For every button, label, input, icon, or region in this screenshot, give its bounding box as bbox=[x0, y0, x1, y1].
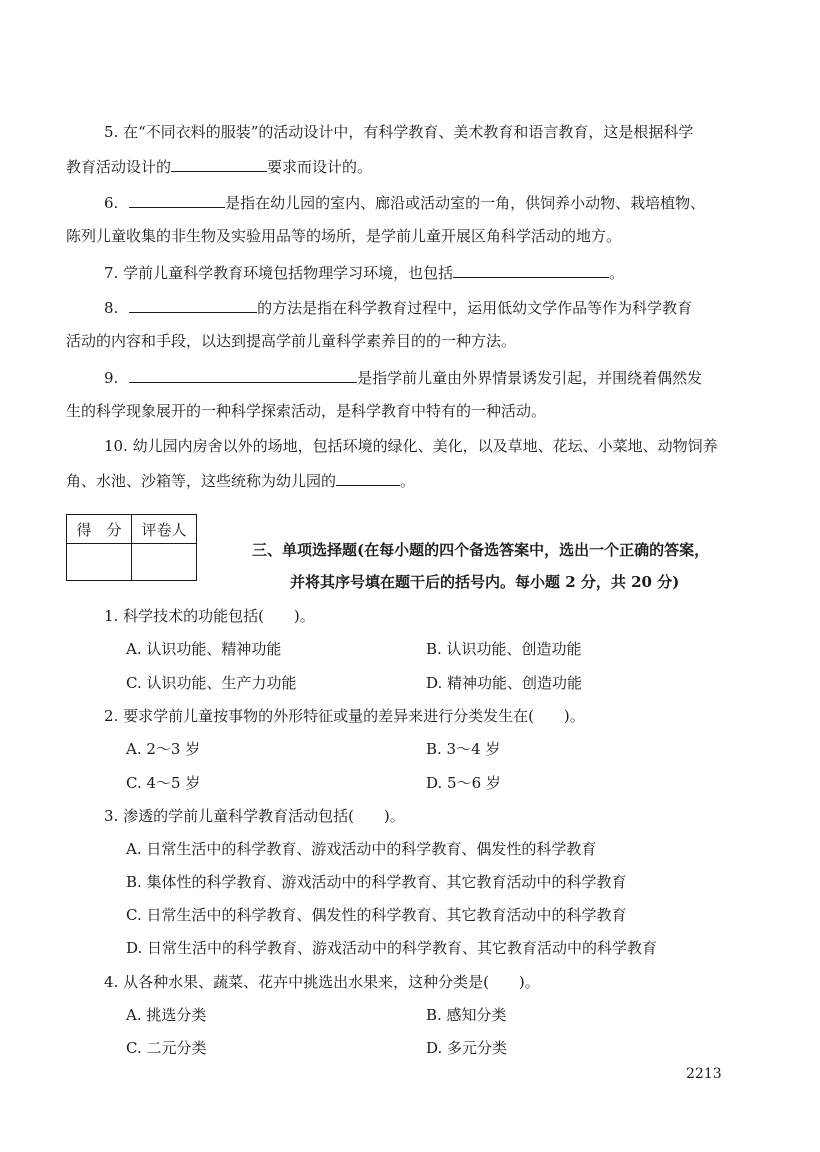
choice-question-4-option-b: B. 感知分类 bbox=[426, 1006, 507, 1024]
question-6-line-1 bbox=[104, 191, 705, 214]
question-10-end: 。 bbox=[400, 472, 416, 490]
question-5-line-2 bbox=[66, 155, 372, 178]
section-3-title-line-1: 三、单项选择题(在每小题的四个备选答案中，选出一个正确的答案， bbox=[252, 541, 710, 559]
question-9-line-1 bbox=[104, 366, 702, 389]
question-9-text-2: 生的科学现象展开的一种科学探索活动，是科学教育中特有的一种活动。 bbox=[66, 402, 547, 420]
choice-question-2-option-d: D. 5～6 岁 bbox=[426, 774, 501, 792]
answer-blank bbox=[129, 366, 357, 383]
answer-blank bbox=[129, 296, 257, 313]
question-6-text: 是指在幼儿园的室内、廊沿或活动室的一角，供饲养小动物、栽培植物、 bbox=[225, 194, 706, 212]
question-10-line-2 bbox=[66, 469, 415, 492]
grader-header: 评卷人 bbox=[132, 515, 197, 544]
question-9-number: 9. bbox=[104, 369, 119, 387]
choice-question-1-option-b: B. 认识功能、创造功能 bbox=[426, 640, 582, 658]
answer-blank bbox=[129, 191, 225, 208]
choice-question-2-option-a: A. 2～3 岁 bbox=[126, 740, 201, 758]
question-6-text-2: 陈列儿童收集的非生物及实验用品等的场所，是学前儿童开展区角科学活动的地方。 bbox=[66, 227, 622, 245]
answer-blank bbox=[336, 469, 400, 486]
choice-question-3-option-c: C. 日常生活中的科学教育、偶发性的科学教育、其它教育活动中的科学教育 bbox=[126, 906, 627, 924]
choice-question-1-option-d: D. 精神功能、创造功能 bbox=[426, 674, 583, 692]
question-6-number: 6. bbox=[104, 194, 119, 212]
question-8-number: 8. bbox=[104, 299, 119, 317]
choice-question-3-option-d: D. 日常生活中的科学教育、游戏活动中的科学教育、其它教育活动中的科学教育 bbox=[126, 939, 658, 957]
section-3-title-line-2: 并将其序号填在题干后的括号内。每小题 2 分，共 20 分) bbox=[290, 573, 680, 591]
choice-question-2-stem: 2. 要求学前儿童按事物的外形特征或量的差异来进行分类发生在( )。 bbox=[104, 707, 585, 725]
question-5-text-before: 教育活动设计的 bbox=[66, 158, 172, 176]
choice-question-1-stem: 1. 科学技术的功能包括( )。 bbox=[104, 607, 315, 625]
choice-question-1-option-c: C. 认识功能、生产力功能 bbox=[126, 674, 297, 692]
question-10-line-1 bbox=[104, 435, 718, 457]
question-8-line-1 bbox=[104, 296, 692, 319]
question-6-line-2 bbox=[66, 225, 621, 247]
choice-question-4-option-c: C. 二元分类 bbox=[126, 1039, 207, 1057]
question-5-text-after: 要求而设计的。 bbox=[267, 158, 373, 176]
answer-blank bbox=[453, 261, 609, 278]
question-8-line-2 bbox=[66, 330, 516, 352]
score-box bbox=[66, 514, 197, 581]
choice-question-1-option-a: A. 认识功能、精神功能 bbox=[126, 640, 282, 658]
choice-question-2-option-c: C. 4～5 岁 bbox=[126, 774, 201, 792]
question-7-text: 7. 学前儿童科学教育环境包括物理学习环境，也包括 bbox=[104, 264, 454, 282]
choice-question-4-stem: 4. 从各种水果、蔬菜、花卉中挑选出水果来，这种分类是( )。 bbox=[104, 973, 540, 991]
score-header: 得 分 bbox=[67, 515, 132, 544]
question-9-line-2 bbox=[66, 400, 546, 422]
grader-cell bbox=[132, 544, 197, 581]
question-7-end: 。 bbox=[609, 264, 625, 282]
choice-question-4-option-a: A. 挑选分类 bbox=[126, 1006, 207, 1024]
question-10-text: 10. 幼儿园内房舍以外的场地，包括环境的绿化、美化，以及草地、花坛、小菜地、动物饲养 bbox=[104, 437, 718, 455]
question-9-text: 是指学前儿童由外界情景诱发引起，并围绕着偶然发 bbox=[357, 369, 703, 387]
question-8-text: 的方法是指在科学教育过程中，运用低幼文学作品等作为科学教育 bbox=[257, 299, 693, 317]
score-cell bbox=[67, 544, 132, 581]
choice-question-4-option-d: D. 多元分类 bbox=[426, 1039, 508, 1057]
question-8-text-2: 活动的内容和手段，以达到提高学前儿童科学素养目的的一种方法。 bbox=[66, 332, 517, 350]
question-7 bbox=[104, 261, 624, 284]
choice-question-3-option-b: B. 集体性的科学教育、游戏活动中的科学教育、其它教育活动中的科学教育 bbox=[126, 873, 627, 891]
question-5-line-1 bbox=[104, 121, 693, 143]
choice-question-3-stem: 3. 渗透的学前儿童科学教育活动包括( )。 bbox=[104, 807, 405, 825]
question-10-text-before: 角、水池、沙箱等，这些统称为幼儿园的 bbox=[66, 472, 337, 490]
choice-question-3-option-a: A. 日常生活中的科学教育、游戏活动中的科学教育、偶发性的科学教育 bbox=[126, 840, 597, 858]
question-5-text: 5. 在“不同衣料的服装”的活动设计中，有科学教育、美术教育和语言教育，这是根据科学 bbox=[104, 123, 694, 141]
answer-blank bbox=[171, 155, 267, 172]
page-number: 2213 bbox=[686, 1066, 722, 1082]
choice-question-2-option-b: B. 3～4 岁 bbox=[426, 740, 501, 758]
